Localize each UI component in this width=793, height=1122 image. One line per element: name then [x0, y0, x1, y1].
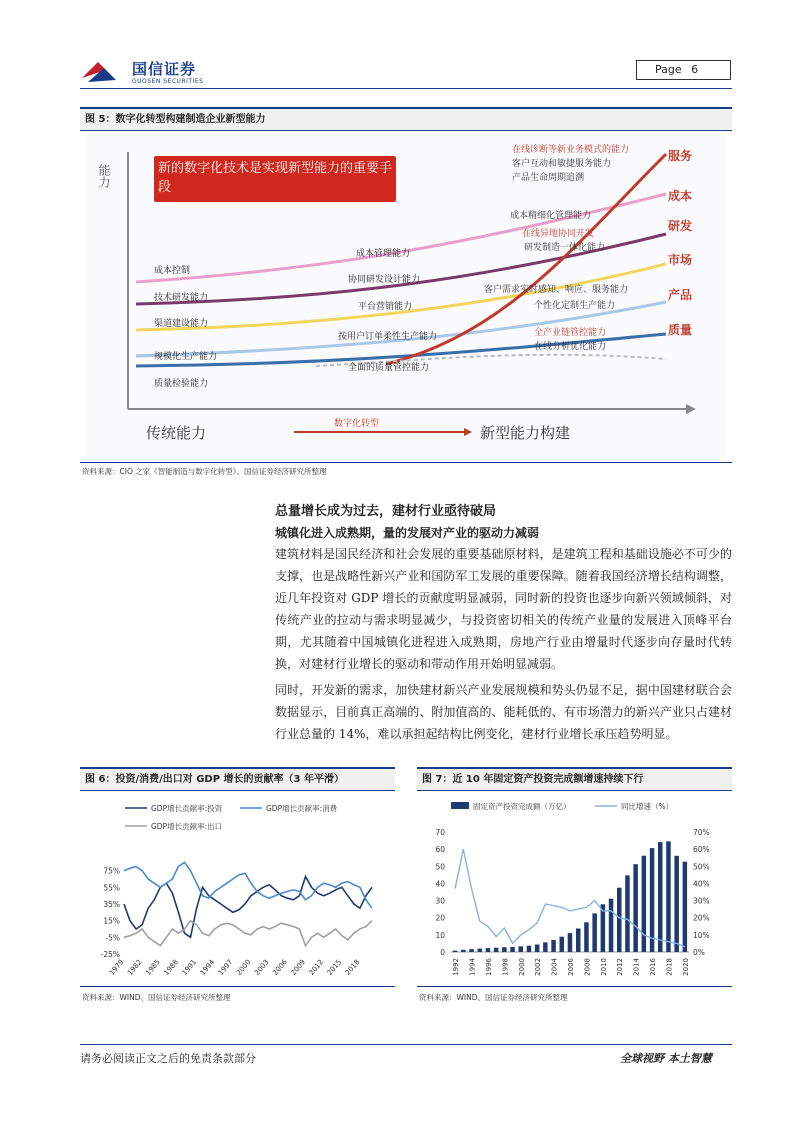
figure6-source: 资料来源：WIND、国信证券经济研究所整理	[82, 993, 231, 1002]
fig7-bar-2012	[617, 888, 622, 952]
fig5-mid-label-3: 平台营销能力	[358, 302, 413, 312]
fig5-far-label-3: 研发	[668, 219, 693, 233]
fig7-ytick-right-1: 60%	[693, 845, 710, 855]
fig6-xtick-7: 2000	[234, 958, 253, 977]
fig7-bar-1992	[453, 951, 458, 952]
fig7-bar-1996	[486, 948, 491, 952]
fig5-right-a: 在线诊断等新业务模式的能力	[512, 145, 630, 155]
fig6-ytick-0: 75%	[103, 866, 120, 876]
figure7-title: 图 7：近 10 年固定资产投资完成额增速持续下行	[417, 767, 732, 791]
fig7-bar-2015	[642, 856, 647, 952]
fig7-legend-swatch-1	[451, 802, 469, 809]
fig7-bar-2017	[658, 842, 663, 952]
fig5-far-label-5: 产品	[668, 288, 693, 302]
figure5-svg	[86, 134, 726, 456]
fig6-xtick-2: 1985	[144, 958, 162, 977]
fig5-left-label-5: 质量检验能力	[154, 379, 209, 389]
fig7-xtick-1994: 1994	[468, 958, 477, 976]
fig5-right-c: 产品生命周期追溯	[512, 173, 585, 183]
fig5-transform-label: 数字化转型	[334, 419, 380, 429]
fig7-xtick-2018: 2018	[665, 958, 674, 976]
fig7-bar-2008	[584, 922, 589, 952]
fig5-banner	[158, 159, 394, 201]
fig5-right-cost: 成本精细化管理能力	[510, 211, 592, 221]
page-label: Page	[655, 63, 682, 76]
figure5-bottom-rule	[80, 462, 732, 463]
guosen-logo-icon	[80, 58, 120, 86]
fig5-right-quality-b: 在线分析优化能力	[534, 342, 607, 352]
paragraph-2: 同时，开发新的需求，加快建材新兴产业发展规模和势头仍显不足，据中国建材联合会数据显示，目前真正高端的、附加值高的、能耗低的、有市场潜力的新兴产业只占建材行业总量的 14%，难以承担起结构比例变化，建材行业增长承压趋势明显。	[275, 683, 732, 741]
header-logo	[80, 58, 210, 86]
logo-text-cn: 国信证券	[132, 60, 197, 78]
fig7-ytick-left-0: 70	[435, 828, 445, 837]
fig7-bar-1999	[510, 947, 515, 952]
figure5-diagram	[86, 134, 726, 456]
fig6-xtick-3: 1988	[162, 958, 180, 977]
page-indicator	[636, 60, 731, 80]
fig7-xtick-2006: 2006	[567, 958, 575, 976]
fig5-left-label-4: 规模化生产能力	[154, 352, 218, 362]
fig6-xtick-4: 1991	[180, 958, 199, 977]
fig7-ytick-left-1: 60	[435, 845, 445, 855]
fig7-xtick-1998: 1998	[501, 958, 510, 976]
fig6-ytick-3: 15%	[103, 916, 120, 926]
fig7-ytick-right-3: 40%	[693, 879, 710, 889]
fig5-mid-label-2: 协同研发设计能力	[348, 275, 421, 285]
figure6-title: 图 6：投资/消费/出口对 GDP 增长的贡献率（3 年平滑）	[80, 767, 395, 791]
fig7-ytick-left-2: 50	[435, 862, 445, 872]
fig5-far-label-4: 市场	[668, 253, 693, 267]
fig7-xtick-1992: 1992	[452, 958, 461, 976]
fig5-right-market: 客户需求实时感知、响应、服务能力	[484, 285, 629, 295]
fig7-ytick-left-3: 40	[435, 879, 445, 889]
fig7-bar-1997	[494, 948, 499, 952]
footer-slogan: 全球视野 本土智慧	[620, 1052, 712, 1065]
fig7-ytick-right-7: 0%	[693, 948, 705, 957]
fig6-series-line-1	[124, 877, 372, 938]
fig7-bar-1994	[469, 949, 474, 952]
fig6-xtick-1: 1982	[126, 958, 144, 977]
fig7-xtick-2016: 2016	[649, 958, 658, 976]
fig7-xtick-2010: 2010	[599, 958, 608, 976]
footer-rule	[80, 1044, 732, 1045]
sub-heading: 城镇化进入成熟期，量的发展对产业的驱动力减弱	[275, 526, 540, 540]
fig7-ytick-right-6: 10%	[693, 930, 710, 940]
fig7-ytick-right-2: 50%	[693, 862, 710, 872]
fig7-legend-label-2: 同比增速（%）	[621, 802, 674, 811]
fig7-xtick-1996: 1996	[484, 958, 493, 976]
fig5-far-label-2: 成本	[668, 189, 693, 203]
fig6-ytick-5: -25%	[100, 950, 120, 959]
fig7-bar-1998	[502, 947, 507, 952]
fig7-bar-2000	[519, 946, 524, 952]
figure5-title: 图 5：数字化转型构建制造企业新型能力	[80, 107, 732, 131]
fig6-legend-label-2: GDP增长贡献率:消费	[266, 804, 338, 813]
fig7-xtick-2004: 2004	[550, 958, 559, 976]
fig7-ytick-left-4: 30	[435, 896, 445, 906]
figure7-svg	[417, 794, 732, 984]
fig6-xtick-8: 2003	[253, 958, 271, 977]
fig5-mid-label-1: 成本管理能力	[356, 249, 411, 259]
figure7-chart	[417, 794, 732, 984]
fig7-bar-2002	[535, 945, 540, 953]
footer-disclaimer: 请务必阅读正文之后的免责条款部分	[80, 1052, 256, 1065]
logo-text-en: GUOSEN SECURITIES	[132, 78, 204, 85]
fig6-xtick-13: 2018	[343, 958, 362, 977]
fig6-xtick-9: 2006	[271, 958, 289, 977]
fig6-ytick-1: 55%	[103, 883, 120, 893]
fig7-bar-2016	[650, 848, 655, 952]
fig6-xtick-6: 1997	[216, 958, 235, 977]
fig7-xtick-2000: 2000	[517, 958, 526, 976]
fig7-bar-2020	[683, 862, 688, 952]
fig6-series-line-3	[124, 921, 372, 946]
fig7-bar-1995	[478, 949, 483, 952]
section-heading: 总量增长成为过去，建材行业亟待破局	[275, 504, 497, 519]
fig7-bar-2014	[633, 864, 638, 952]
fig7-legend-label-1: 固定资产投资完成额（万亿）	[473, 802, 571, 811]
fig5-right-rd-b: 研发制造一体化能力	[524, 243, 606, 253]
fig7-bar-2003	[543, 942, 548, 952]
fig7-ytick-right-4: 30%	[693, 896, 710, 906]
fig5-right-b: 客户互动和敏捷服务能力	[512, 159, 612, 169]
fig7-bar-1993	[461, 950, 466, 952]
fig6-ytick-4: -5%	[105, 933, 120, 943]
fig6-xtick-11: 2012	[307, 958, 326, 977]
fig7-xtick-2002: 2002	[534, 958, 543, 976]
fig5-curve-market	[136, 264, 666, 330]
page-number: 6	[691, 63, 699, 76]
fig5-left-label-2: 技术研发能力	[154, 293, 209, 303]
fig7-ytick-left-6: 10	[435, 930, 445, 940]
fig7-ytick-right-5: 20%	[693, 913, 710, 923]
fig5-far-label-6: 质量	[668, 323, 693, 337]
figure6-bottom-rule	[80, 986, 395, 987]
fig7-bar-2011	[609, 899, 614, 952]
fig7-xtick-2014: 2014	[632, 958, 641, 976]
fig7-bar-2018	[666, 841, 671, 952]
fig7-xtick-2008: 2008	[583, 958, 592, 976]
fig6-xtick-5: 1994	[198, 958, 217, 977]
fig5-y-label: 能力	[97, 164, 111, 188]
fig7-bar-2006	[568, 933, 573, 952]
fig5-right-product: 个性化定制生产能力	[534, 301, 616, 311]
fig7-ytick-left-5: 20	[435, 913, 445, 923]
fig5-x-left: 传统能力	[146, 424, 207, 442]
fig5-transform-arrowhead	[464, 428, 472, 436]
fig5-x-right: 新型能力构建	[480, 424, 571, 442]
fig5-left-label-3: 渠道建设能力	[154, 319, 209, 329]
fig6-legend-label-1: GDP增长贡献率:投资	[151, 804, 223, 813]
fig6-xtick-12: 2015	[325, 958, 344, 977]
fig7-bar-2019	[674, 856, 679, 952]
fig5-right-rd-a: 在线异地协同开发	[522, 229, 595, 239]
fig6-xtick-10: 2009	[289, 958, 307, 977]
figure6-svg	[80, 794, 395, 984]
fig6-series-line-2	[124, 862, 372, 908]
fig6-legend-label-3: GDP增长贡献率:出口	[151, 822, 223, 831]
fig5-mid-label-4: 按用户订单柔性生产能力	[338, 332, 438, 342]
fig5-mid-label-5: 全面的质量管控能力	[348, 363, 430, 373]
header-rule	[80, 88, 732, 89]
fig7-ytick-left-7: 0	[440, 948, 445, 957]
fig7-bar-2004	[551, 940, 556, 952]
fig7-xtick-2012: 2012	[616, 958, 625, 976]
fig5-right-quality-a: 全产业链管控能力	[534, 328, 607, 338]
fig7-bar-2007	[576, 929, 581, 953]
fig5-x-arrowhead	[686, 404, 696, 414]
fig5-banner-text: 新的数字化技术是实现新型能力的重要手段	[158, 161, 393, 195]
fig5-left-label-1: 成本控制	[154, 266, 191, 276]
figure7-source: 资料来源：WIND、国信证券经济研究所整理	[419, 993, 568, 1002]
figure7-bottom-rule	[417, 986, 732, 987]
fig7-bar-2001	[527, 946, 532, 952]
figure6-chart	[80, 794, 395, 984]
fig7-bar-2013	[625, 875, 630, 952]
fig7-bar-2009	[592, 913, 597, 952]
fig6-xtick-0: 1979	[107, 958, 126, 977]
fig7-bar-2005	[560, 937, 565, 952]
figure5-source: 资料来源：CIO 之家《智能制造与数字化转型》、国信证券经济研究所整理	[82, 467, 327, 476]
fig5-far-label-1: 服务	[668, 149, 693, 163]
paragraph-1: 建筑材料是国民经济和社会发展的重要基础原材料，是建筑工程和基础设施必不可少的支撑，也是战略性新兴产业和国防军工发展的重要保障。随着我国经济增长结构调整，近几年投资对 GDP 增长的贡献度明显减弱，同时新的投资也逐步向新兴领域倾斜，对传统产业的拉动与需求明显减少，与投资密切相关的传统产业量的发展进入顶峰平台期，尤其随着中国城镇化进程进入成熟期，房地产行业由增量时代逐步向存量时代转换，对建材行业增长的驱动和带动作用开始明显减弱。	[275, 547, 732, 671]
fig6-ytick-2: 35%	[103, 900, 120, 909]
fig7-xtick-2020: 2020	[681, 958, 690, 976]
fig7-ytick-right-0: 70%	[693, 828, 710, 837]
